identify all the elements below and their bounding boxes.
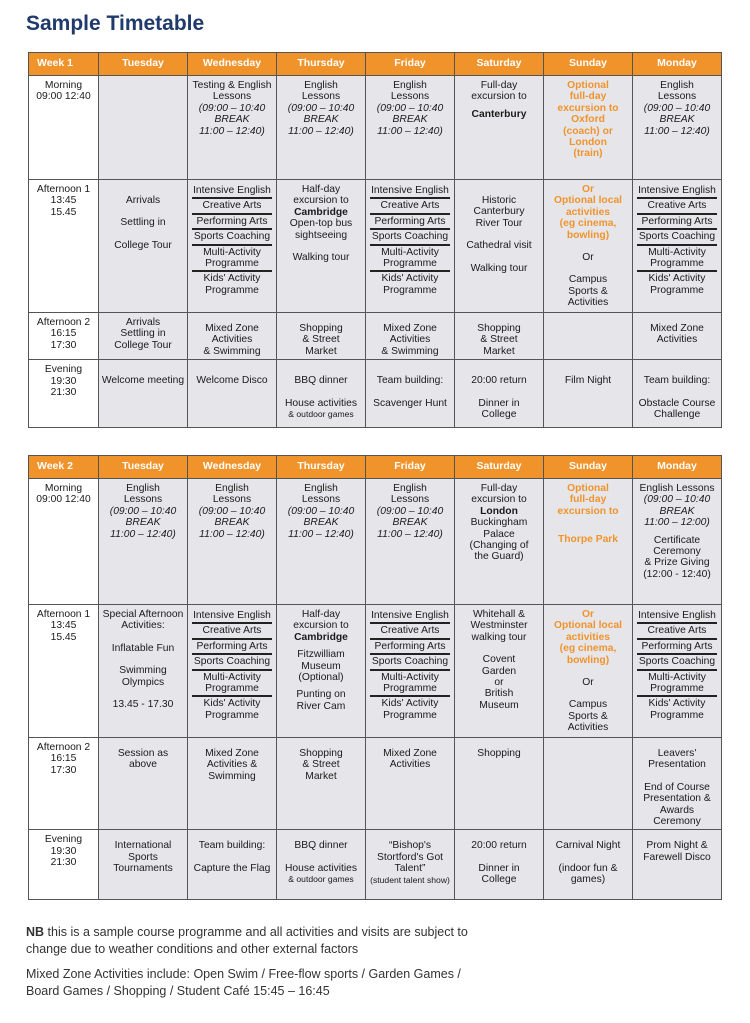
day-header: Tuesday xyxy=(99,456,188,479)
cell-sunday: Film Night xyxy=(544,360,633,428)
cell-sunday: Or Optional local activities (eg cinema, bowling) Or Campus Sports & Activities xyxy=(544,180,633,313)
activity-stack: Intensive English Creative Arts Performing Arts Sports Coaching Multi-Activity Programme Kids' Activity Programme xyxy=(188,180,277,313)
week1-timetable xyxy=(28,52,722,428)
day-header: Monday xyxy=(633,456,722,479)
day-header: Monday xyxy=(633,53,722,76)
slot-label: Evening 19:30 21:30 xyxy=(29,360,99,428)
cell-wednesday: Mixed Zone Activities & Swimming xyxy=(188,738,277,830)
slot-label: Evening 19:30 21:30 xyxy=(29,830,99,900)
activity-stack: Intensive English Creative Arts Performing Arts Sports Coaching Multi-Activity Programme Kids' Activity Programme xyxy=(366,605,455,738)
week1-afternoon2-row xyxy=(29,313,722,360)
cell-wednesday: Team building: Capture the Flag xyxy=(188,830,277,900)
slot-label: Afternoon 2 16:15 17:30 xyxy=(29,313,99,360)
day-header: Saturday xyxy=(455,456,544,479)
nb-note xyxy=(26,924,486,958)
cell-saturday: 20:00 return Dinner in College xyxy=(455,830,544,900)
cell-tuesday: Special Afternoon Activities: Inflatable Fun Swimming Olympics 13.45 - 17.30 xyxy=(99,605,188,738)
cell-tuesday: Arrivals Settling in College Tour xyxy=(99,313,188,360)
cell-tuesday xyxy=(99,76,188,180)
cell-thursday: Shopping & Street Market xyxy=(277,313,366,360)
cell-friday: Mixed Zone Activities xyxy=(366,738,455,830)
cell-monday: Prom Night & Farewell Disco xyxy=(633,830,722,900)
cell-wednesday: Mixed Zone Activities & Swimming xyxy=(188,313,277,360)
week-label: Week 2 xyxy=(29,456,99,479)
week1-afternoon1-row xyxy=(29,180,722,313)
cell-thursday: BBQ dinner House activities & outdoor games xyxy=(277,830,366,900)
nb-text: this is a sample course programme and all activities and visits are subject to change due to weather conditions and other external factors xyxy=(26,925,468,956)
cell-wednesday: Testing & English Lessons (09:00 – 10:40 BREAK 11:00 – 12:40) xyxy=(188,76,277,180)
cell-sunday: Optional full-day excursion to Thorpe Park xyxy=(544,479,633,605)
cell-saturday: 20:00 return Dinner in College xyxy=(455,360,544,428)
cell-tuesday: Session as above xyxy=(99,738,188,830)
cell-monday: English Lessons (09:00 – 10:40 BREAK 11:00 – 12:00) Certificate Ceremony & Prize Giving (12:00 - 12:40) xyxy=(633,479,722,605)
week1-header-row xyxy=(29,53,722,76)
cell-sunday: Carnival Night (indoor fun & games) xyxy=(544,830,633,900)
cell-saturday: Shopping xyxy=(455,738,544,830)
cell-tuesday: Welcome meeting xyxy=(99,360,188,428)
cell-saturday: Historic Canterbury River Tour Cathedral visit Walking tour xyxy=(455,180,544,313)
cell-thursday: English Lessons (09:00 – 10:40 BREAK 11:00 – 12:40) xyxy=(277,479,366,605)
slot-label: Afternoon 1 13:45 15.45 xyxy=(29,180,99,313)
cell-sunday: Or Optional local activities (eg cinema, bowling) Or Campus Sports & Activities xyxy=(544,605,633,738)
page-title: Sample Timetable xyxy=(26,12,205,35)
cell-tuesday: International Sports Tournaments xyxy=(99,830,188,900)
day-header: Wednesday xyxy=(188,53,277,76)
slot-label: Morning 09:00 12:40 xyxy=(29,479,99,605)
cell-thursday: Half-day excursion to Cambridge Open-top bus sightseeing Walking tour xyxy=(277,180,366,313)
day-header: Thursday xyxy=(277,53,366,76)
day-header: Sunday xyxy=(544,456,633,479)
cell-monday: English Lessons (09:00 – 10:40 BREAK 11:00 – 12:40) xyxy=(633,76,722,180)
cell-tuesday: Arrivals Settling in College Tour xyxy=(99,180,188,313)
cell-monday: Mixed Zone Activities xyxy=(633,313,722,360)
week1-evening-row xyxy=(29,360,722,428)
day-header: Sunday xyxy=(544,53,633,76)
week-label: Week 1 xyxy=(29,53,99,76)
cell-tuesday: English Lessons (09:00 – 10:40 BREAK 11:00 – 12:40) xyxy=(99,479,188,605)
cell-saturday: Shopping & Street Market xyxy=(455,313,544,360)
cell-saturday: Whitehall & Westminster walking tour Covent Garden or British Museum xyxy=(455,605,544,738)
week1-morning-row xyxy=(29,76,722,180)
activity-stack: Intensive English Creative Arts Performing Arts Sports Coaching Multi-Activity Programme Kids' Activity Programme xyxy=(633,180,722,313)
cell-wednesday: English Lessons (09:00 – 10:40 BREAK 11:00 – 12:40) xyxy=(188,479,277,605)
cell-friday: English Lessons (09:00 – 10:40 BREAK 11:00 – 12:40) xyxy=(366,479,455,605)
day-header: Friday xyxy=(366,456,455,479)
cell-sunday xyxy=(544,313,633,360)
cell-thursday: English Lessons (09:00 – 10:40 BREAK 11:00 – 12:40) xyxy=(277,76,366,180)
cell-monday: Team building: Obstacle Course Challenge xyxy=(633,360,722,428)
week2-timetable xyxy=(28,455,722,900)
day-header: Thursday xyxy=(277,456,366,479)
day-header: Friday xyxy=(366,53,455,76)
week2-morning-row xyxy=(29,479,722,605)
slot-label: Afternoon 1 13:45 15.45 xyxy=(29,605,99,738)
cell-thursday: BBQ dinner House activities & outdoor games xyxy=(277,360,366,428)
cell-thursday: Shopping & Street Market xyxy=(277,738,366,830)
cell-thursday: Half-day excursion to Cambridge Fitzwilliam Museum (Optional) Punting on River Cam xyxy=(277,605,366,738)
cell-friday: Mixed Zone Activities & Swimming xyxy=(366,313,455,360)
mixed-zone-note: Mixed Zone Activities include: Open Swim / Free-flow sports / Garden Games / Board Games / Shopping / Student Café 15:45 – 16:45 xyxy=(26,967,461,998)
footnotes xyxy=(26,924,486,1008)
slot-label: Morning 09:00 12:40 xyxy=(29,76,99,180)
activity-stack: Intensive English Creative Arts Performing Arts Sports Coaching Multi-Activity Programme Kids' Activity Programme xyxy=(366,180,455,313)
week2-header-row xyxy=(29,456,722,479)
cell-sunday: Optional full-day excursion to Oxford (coach) or London (train) xyxy=(544,76,633,180)
week2-afternoon1-row xyxy=(29,605,722,738)
activity-stack: Intensive English Creative Arts Performing Arts Sports Coaching Multi-Activity Programme Kids' Activity Programme xyxy=(633,605,722,738)
week2-afternoon2-row xyxy=(29,738,722,830)
week2-evening-row xyxy=(29,830,722,900)
cell-friday: “Bishop's Stortford's Got Talent” (student talent show) xyxy=(366,830,455,900)
nb-label: NB xyxy=(26,925,45,939)
cell-monday: Leavers' Presentation End of Course Presentation & Awards Ceremony xyxy=(633,738,722,830)
day-header: Tuesday xyxy=(99,53,188,76)
slot-label: Afternoon 2 16:15 17:30 xyxy=(29,738,99,830)
day-header: Wednesday xyxy=(188,456,277,479)
cell-wednesday: Welcome Disco xyxy=(188,360,277,428)
cell-saturday: Full-day excursion to Canterbury xyxy=(455,76,544,180)
cell-friday: Team building: Scavenger Hunt xyxy=(366,360,455,428)
day-header: Saturday xyxy=(455,53,544,76)
cell-saturday: Full-day excursion to London Buckingham Palace (Changing of the Guard) xyxy=(455,479,544,605)
activity-stack: Intensive English Creative Arts Performing Arts Sports Coaching Multi-Activity Programme Kids' Activity Programme xyxy=(188,605,277,738)
cell-sunday xyxy=(544,738,633,830)
cell-friday: English Lessons (09:00 – 10:40 BREAK 11:00 – 12:40) xyxy=(366,76,455,180)
